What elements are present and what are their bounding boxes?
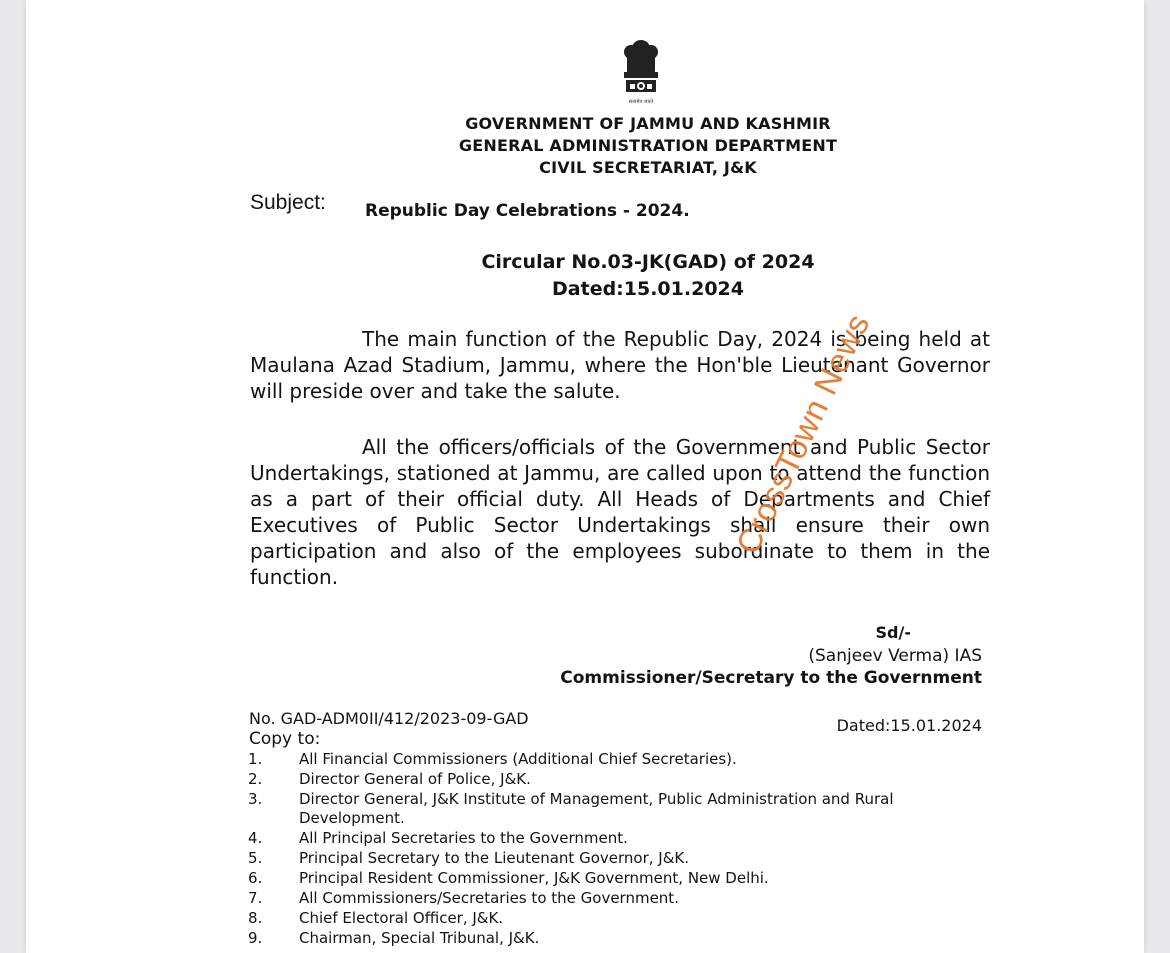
signature-sd: Sd/-	[875, 623, 911, 642]
circular-date: Dated:15.01.2024	[552, 278, 744, 300]
copy-list-text: All Commissioners/Secretaries to the Government.	[299, 889, 679, 907]
header-line-government: GOVERNMENT OF JAMMU AND KASHMIR	[465, 114, 831, 133]
emblem-motto: सत्यमेव जयते	[628, 99, 654, 105]
signatory-name: (Sanjeev Verma) IAS	[808, 646, 982, 666]
copy-list-item	[248, 849, 978, 868]
copy-list-item	[248, 829, 978, 848]
copy-list-text: All Financial Commissioners (Additional Chief Secretaries).	[299, 750, 737, 768]
copy-list-number: 1.	[248, 750, 263, 768]
copy-list-text: Chairman, Special Tribunal, J&K.	[299, 929, 540, 947]
copy-list-item	[248, 909, 978, 928]
copy-list-number: 2.	[248, 770, 263, 788]
body-paragraph-1: The main function of the Republic Day, 2024 is being held at Maulana Azad Stadium, Jammu, where the Hon'ble Lieutenant Governor will preside over and take the salute.	[250, 327, 990, 403]
watermark: CrossTown News	[728, 307, 877, 560]
copy-list-item	[248, 869, 978, 888]
copy-list-item	[248, 770, 978, 789]
circular-number: Circular No.03-JK(GAD) of 2024	[481, 251, 815, 273]
copy-list-number: 9.	[248, 929, 263, 947]
copy-list-item	[248, 750, 978, 769]
copy-list-number: 5.	[248, 849, 263, 867]
copy-list-text: Chief Electoral Officer, J&K.	[299, 909, 504, 927]
copy-list-text: All Principal Secretaries to the Government.	[299, 829, 628, 847]
copy-to-label: Copy to:	[249, 729, 321, 749]
signatory-designation: Commissioner/Secretary to the Government	[560, 668, 982, 688]
copy-list-text: Principal Resident Commissioner, J&K Government, New Delhi.	[299, 869, 769, 887]
subject-text: Republic Day Celebrations - 2024.	[365, 201, 690, 221]
copy-to-list	[248, 750, 978, 949]
subject-label: Subject:	[250, 191, 326, 214]
state-emblem-icon	[614, 38, 668, 108]
header-line-department: GENERAL ADMINISTRATION DEPARTMENT	[458, 136, 838, 155]
copy-list-number: 4.	[248, 829, 263, 847]
copy-list-item	[248, 929, 978, 948]
copy-list-text: Principal Secretary to the Lieutenant Governor, J&K.	[299, 849, 689, 867]
body-paragraph-2: All the officers/officials of the Government and Public Sector Undertakings, stationed at Jammu, are called upon to attend the function as a part of their official duty. All Heads of Departments and Chief Executives of Public Sector Undertakings shall ensure their own participation and also of the employees subordinate to them in the function.	[250, 435, 990, 589]
copy-list-number: 8.	[248, 909, 263, 927]
header-line-secretariat: CIVIL SECRETARIAT, J&K	[539, 158, 757, 177]
copy-list-item	[248, 790, 978, 828]
reference-date: Dated:15.01.2024	[836, 716, 982, 735]
copy-list-item	[248, 889, 978, 908]
copy-list-text: Director General of Police, J&K.	[299, 770, 531, 788]
copy-list-number: 7.	[248, 889, 263, 907]
copy-list-number: 6.	[248, 869, 263, 887]
copy-list-text: Director General, J&K Institute of Management, Public Administration and Rural Development.	[299, 790, 894, 827]
copy-list-number: 3.	[248, 790, 263, 808]
reference-number: No. GAD-ADM0II/412/2023-09-GAD	[249, 709, 529, 728]
document-page	[26, 0, 1144, 953]
